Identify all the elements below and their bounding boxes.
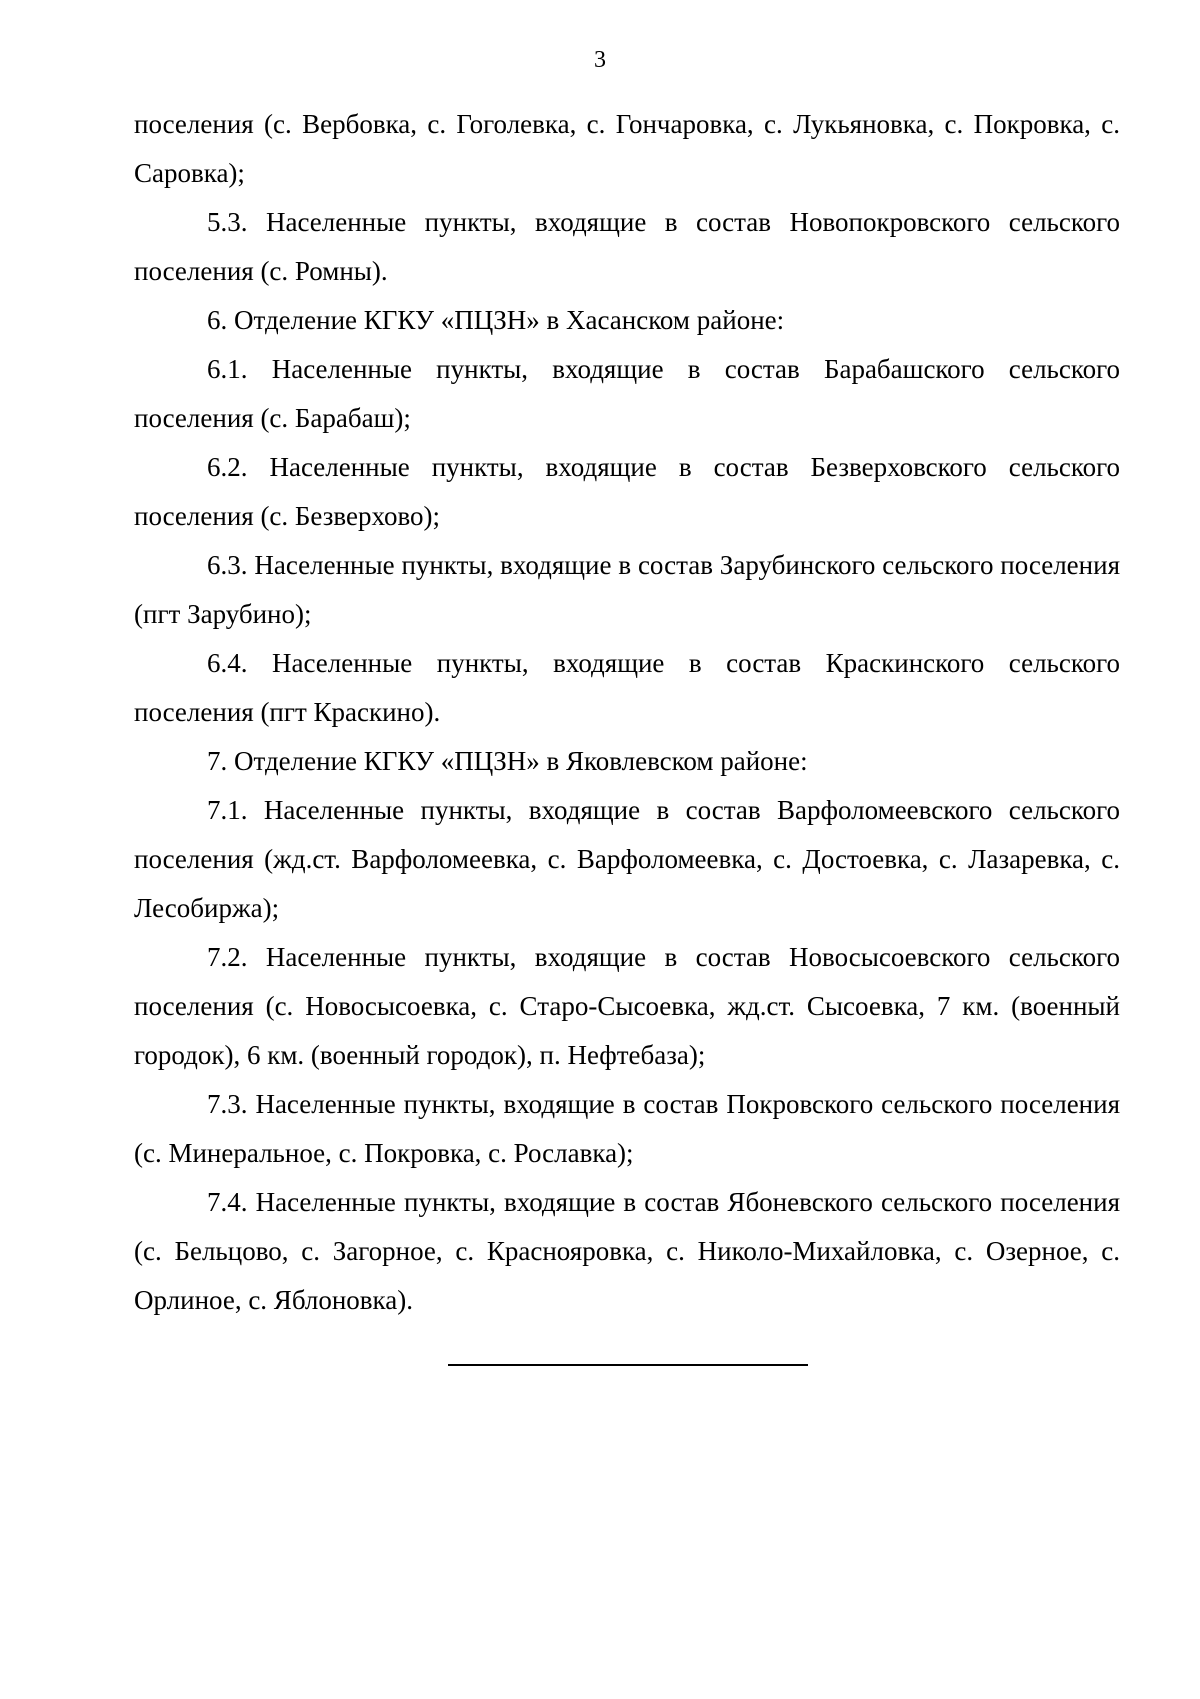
- page-number: 3: [594, 47, 606, 73]
- paragraph-7-2: 7.2. Населенные пункты, входящие в состав Новосысоевского сельского поселения (с. Новосысоевка, с. Старо-Сысоевка, жд.ст. Сысоевка, 7 км. (военный городок), 6 км. (военный городок), п. Нефтебаза);: [134, 942, 1120, 1070]
- paragraph-7-1: 7.1. Населенные пункты, входящие в состав Варфоломеевского сельского поселения (жд.ст. Варфоломеевка, с. Варфоломеевка, с. Достоевка, с. Лазаревка, с. Лесобиржа);: [134, 795, 1120, 923]
- document-body: [134, 100, 1120, 1325]
- paragraph-6-4: 6.4. Населенные пункты, входящие в состав Краскинского сельского поселения (пгт Краскино).: [134, 648, 1120, 727]
- paragraph-6-2: 6.2. Населенные пункты, входящие в состав Безверховского сельского поселения (с. Безверхово);: [134, 452, 1120, 531]
- paragraph-7-3: 7.3. Населенные пункты, входящие в состав Покровского сельского поселения (с. Минеральное, с. Покровка, с. Рославка);: [134, 1089, 1120, 1168]
- paragraph-6-3: 6.3. Населенные пункты, входящие в состав Зарубинского сельского поселения (пгт Зарубино);: [134, 550, 1120, 629]
- end-separator-line: [448, 1364, 808, 1366]
- paragraph-5-3: 5.3. Населенные пункты, входящие в состав Новопокровского сельского поселения (с. Ромны).: [134, 207, 1120, 286]
- heading-section-6: 6. Отделение КГКУ «ПЦЗН» в Хасанском районе:: [207, 305, 785, 335]
- paragraph-continuation-5-2: поселения (с. Вербовка, с. Гоголевка, с. Гончаровка, с. Лукьяновка, с. Покровка, с. Саровка);: [134, 109, 1120, 188]
- paragraph-7-4: 7.4. Населенные пункты, входящие в состав Ябоневского сельского поселения (с. Бельцово, с. Загорное, с. Краснояровка, с. Николо-Михайловка, с. Озерное, с. Орлиное, с. Яблоновка).: [134, 1187, 1120, 1315]
- paragraph-6-1: 6.1. Населенные пункты, входящие в состав Барабашского сельского поселения (с. Барабаш);: [134, 354, 1120, 433]
- heading-section-7: 7. Отделение КГКУ «ПЦЗН» в Яковлевском районе:: [207, 746, 808, 776]
